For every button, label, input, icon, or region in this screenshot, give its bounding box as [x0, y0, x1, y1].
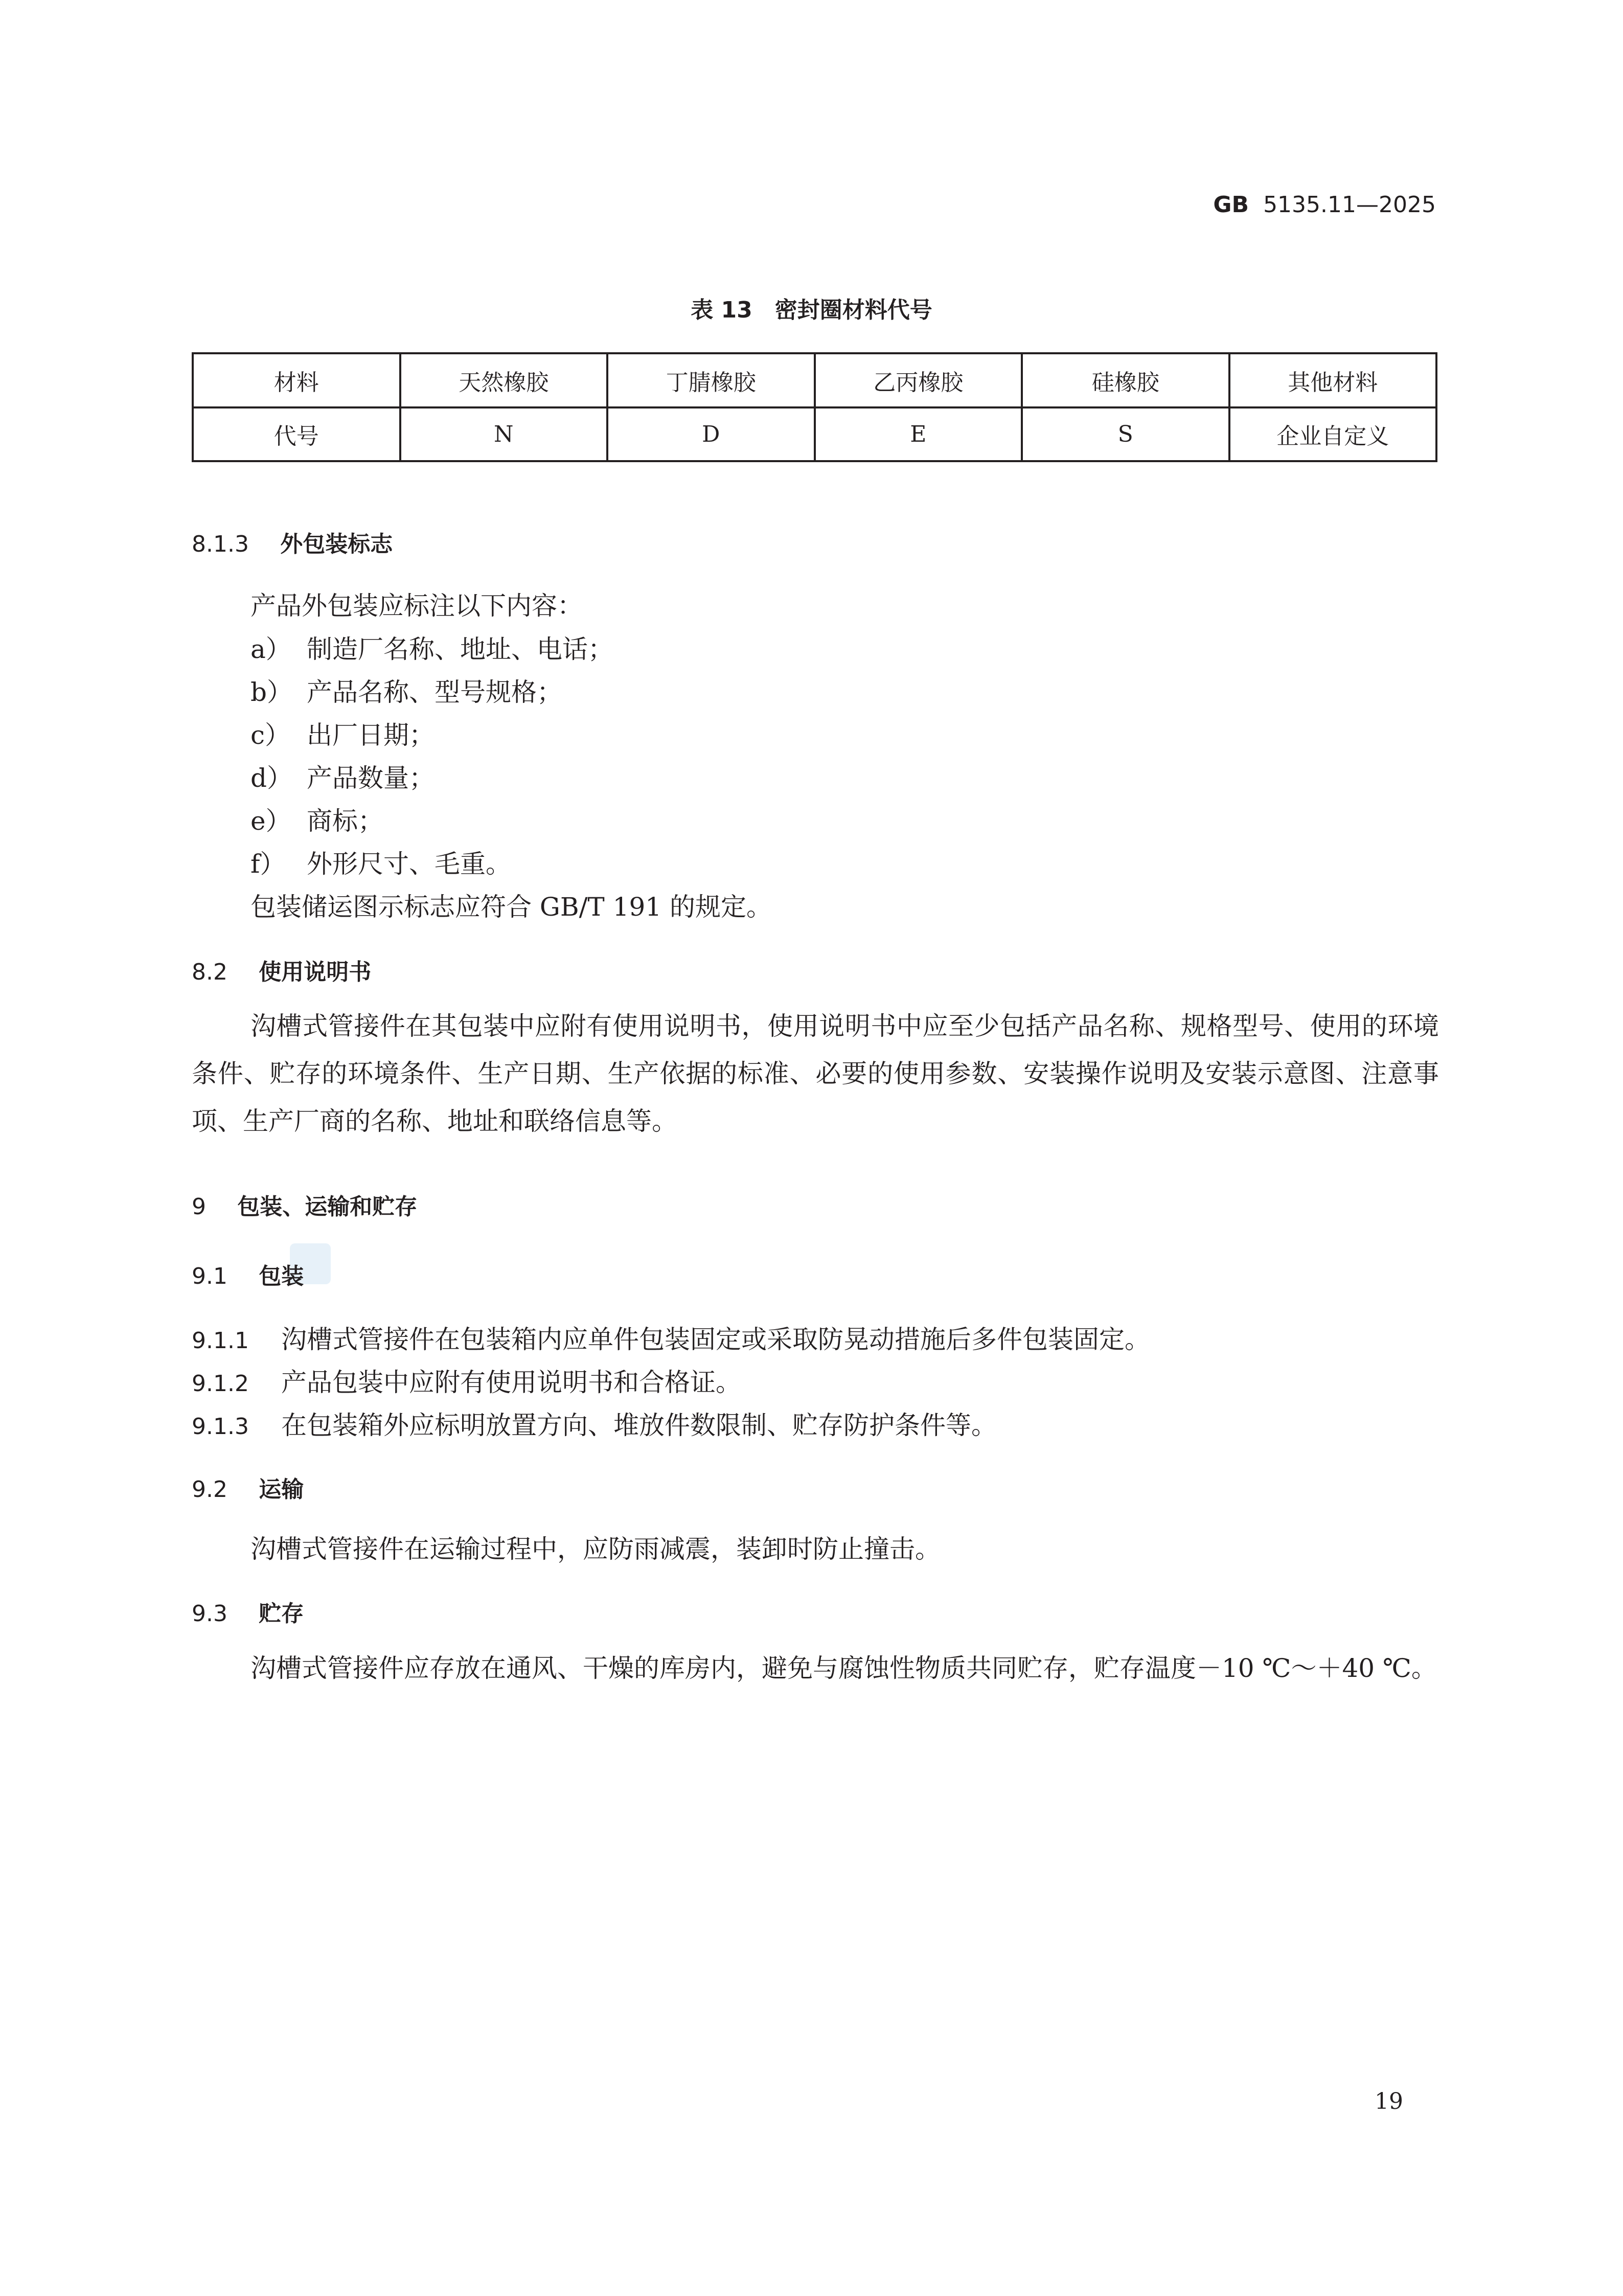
- list-text: 出厂日期；: [307, 720, 435, 750]
- table-row: [193, 407, 1436, 462]
- section-title: 运输: [259, 1476, 304, 1503]
- seal-material-code-table: [192, 352, 1437, 462]
- table-caption: 表 13 密封圈材料代号: [691, 297, 932, 323]
- clause-number: 9.1.2: [192, 1371, 249, 1397]
- clause-9-1-2: [192, 1362, 741, 1399]
- section-number: 8.1.3: [192, 531, 249, 557]
- table-cell: 乙丙橡胶: [815, 353, 1022, 407]
- table-cell: E: [815, 407, 1022, 462]
- clause-9-1-3: [192, 1405, 997, 1442]
- list-item: [250, 801, 383, 837]
- list-text: 制造厂名称、地址、电话；: [307, 634, 613, 664]
- page-number: 19: [1375, 2088, 1403, 2115]
- list-text: 产品数量；: [307, 763, 435, 793]
- list-label: d）: [250, 763, 293, 793]
- section-number: 9: [192, 1194, 206, 1220]
- table-cell: 硅橡胶: [1022, 353, 1229, 407]
- list-item: [250, 672, 562, 709]
- list-label: f）: [250, 849, 286, 879]
- table-cell: 企业自定义: [1229, 407, 1437, 462]
- list-label: a）: [250, 634, 291, 664]
- paragraph: 沟槽式管接件应存放在通风、干燥的库房内，避免与腐蚀性物质共同贮存，贮存温度－10 ℃～＋40 ℃。: [250, 1653, 1437, 1683]
- list-text: 商标；: [307, 806, 383, 836]
- section-number: 9.3: [192, 1601, 227, 1627]
- section-title: 贮存: [259, 1601, 304, 1627]
- table-cell: 代号: [193, 407, 400, 462]
- paragraph: 沟槽式管接件在运输过程中，应防雨减震，装卸时防止撞击。: [250, 1534, 941, 1564]
- intro-text: 产品外包装应标注以下内容：: [250, 591, 583, 621]
- section-title: 外包装标志: [280, 531, 393, 557]
- clause-number: 9.1.1: [192, 1328, 249, 1354]
- standard-prefix: GB: [1213, 192, 1249, 218]
- table-cell: N: [400, 407, 608, 462]
- list-label: e）: [250, 806, 291, 836]
- section-title: 使用说明书: [259, 959, 372, 985]
- list-text: 产品名称、型号规格；: [307, 677, 562, 707]
- clause-9-1-1: [192, 1319, 1150, 1356]
- table-row: [193, 353, 1436, 407]
- section-heading-9-1: [192, 1258, 304, 1290]
- closing-text: 包装储运图示标志应符合 GB/T 191 的规定。: [250, 892, 772, 922]
- clause-text: 产品包装中应附有使用说明书和合格证。: [281, 1368, 741, 1397]
- list-item: [250, 715, 435, 752]
- chapter-heading-9: [192, 1188, 417, 1221]
- table-cell: S: [1022, 407, 1229, 462]
- section-title: 包装: [259, 1263, 304, 1289]
- section-number: 8.2: [192, 959, 227, 985]
- standard-number: 5135.11—2025: [1263, 192, 1436, 218]
- paragraph: 沟槽式管接件在其包装中应附有使用说明书，使用说明书中应至少包括产品名称、规格型号、使用的环境条件、贮存的环境条件、生产日期、生产依据的标准、必要的使用参数、安装操作说明及安装示意图、注意事项、生产厂商的名称、地址和联络信息等。: [192, 1011, 1439, 1136]
- section-heading-8-1-3: [192, 526, 393, 558]
- list-item: [250, 629, 613, 666]
- section-title: 包装、运输和贮存: [237, 1194, 418, 1220]
- clause-text: 沟槽式管接件在包装箱内应单件包装固定或采取防晃动措施后多件包装固定。: [281, 1325, 1150, 1354]
- table-cell: 其他材料: [1229, 353, 1437, 407]
- table-cell: D: [607, 407, 815, 462]
- clause-text: 在包装箱外应标明放置方向、堆放件数限制、贮存防护条件等。: [281, 1411, 997, 1440]
- section-number: 9.1: [192, 1263, 227, 1289]
- table-cell: 丁腈橡胶: [607, 353, 815, 407]
- section-heading-8-2: [192, 953, 371, 986]
- list-label: b）: [250, 677, 293, 707]
- list-text: 外形尺寸、毛重。: [307, 849, 511, 879]
- list-label: c）: [250, 720, 291, 750]
- list-item: [250, 844, 511, 880]
- clause-number: 9.1.3: [192, 1414, 249, 1440]
- section-heading-9-2: [192, 1471, 304, 1504]
- section-heading-9-3: [192, 1595, 304, 1628]
- standard-header: [1213, 192, 1436, 218]
- section-number: 9.2: [192, 1476, 227, 1503]
- table-cell: 天然橡胶: [400, 353, 608, 407]
- table-cell: 材料: [193, 353, 400, 407]
- list-item: [250, 758, 435, 794]
